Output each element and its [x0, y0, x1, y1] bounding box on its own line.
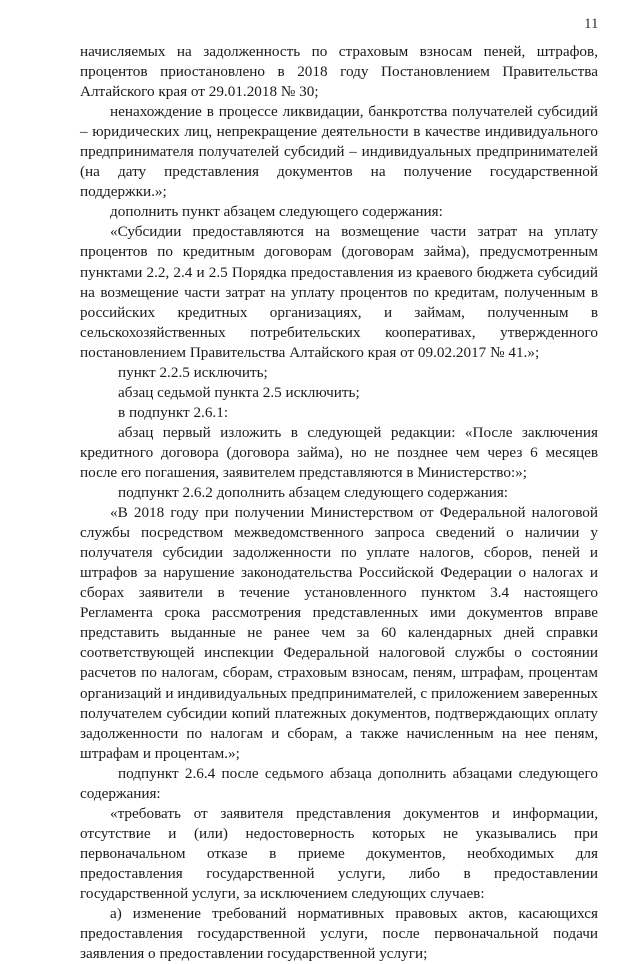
page-number: 11 — [584, 16, 599, 32]
document-body — [80, 42, 598, 964]
paragraph: пункт 2.2.5 исключить; — [118, 363, 268, 381]
paragraph: абзац первый изложить в следующей редакции: «После заключения кредитного договора (договора займа), но не позднее чем через 6 месяцев после его погашения, заявителем представляются в Министерство:»; — [80, 423, 598, 481]
paragraph: подпункт 2.6.2 дополнить абзацем следующего содержания: — [118, 484, 509, 502]
paragraph: «требовать от заявителя представления документов и информации, отсутствие и (или) недостоверность которых не указывались при первоначальном отказе в приеме документов, необходимых для предоставления государственной услуги, либо в предоставлении государственной услуги, за исключением следующих случаев: — [80, 804, 598, 902]
paragraph: «Субсидии предоставляются на возмещение части затрат на уплату процентов по кредитным договорам (договорам займа), предусмотренным пунктами 2.2, 2.4 и 2.5 Порядка предоставления из краевого бюджета субсидий на возмещение части затрат на уплату процентов по кредитам, полученным в российских кредитных организациях, и займам, полученным в сельскохозяйственных потребительских кооперативах, утвержденного постановлением Правительства Алтайского края от 09.02.2017 № 41.»; — [80, 223, 598, 361]
paragraph: а) изменение требований нормативных правовых актов, касающихся предоставления государственной услуги, после первоначальной подачи заявления о предоставлении государственной услуги; — [80, 905, 598, 963]
paragraph: в подпункт 2.6.1: — [118, 403, 229, 421]
paragraph: начисляемых на задолженность по страховым взносам пеней, штрафов, процентов приостановлено в 2018 году Постановлением Правительства Алтайского края от 29.01.2018 № 30; — [80, 43, 598, 101]
paragraph: ненахождение в процессе ликвидации, банкротства получателей субсидий – юридических лиц, непрекращение деятельности в качестве индивидуального предпринимателя получателей субсидий – индивидуальных предпринимателей (на дату представления документов на получение государственной поддержки.»; — [80, 103, 598, 201]
paragraph: дополнить пункт абзацем следующего содержания: — [110, 203, 443, 221]
paragraph: абзац седьмой пункта 2.5 исключить; — [118, 383, 360, 401]
paragraph: «В 2018 году при получении Министерством от Федеральной налоговой службы посредством межведомственного запроса сведений о наличии у получателя субсидии задолженности по уплате налогов, сборов, пеней и штрафов за нарушение законодательства Российской Федерации о налогах и сборах заявители в течение установленного пунктом 3.4 настоящего Регламента срока рассмотрения представленных ими документов вправе представить выданные не ранее чем за 60 календарных дней справки соответствующей инспекции Федеральной налоговой службы о состоянии расчетов по налогам, сборам, страховым взносам, пеням, штрафам, процентам организаций и индивидуальных предпринимателей, с приложением заверенных получателем субсидии копий платежных документов, подтверждающих оплату задолженности по налогам и сборам, а также начисленным на нее пеням, штрафам и процентам.»; — [80, 504, 598, 762]
paragraph: подпункт 2.6.4 после седьмого абзаца дополнить абзацами следующего содержания: — [80, 764, 598, 802]
